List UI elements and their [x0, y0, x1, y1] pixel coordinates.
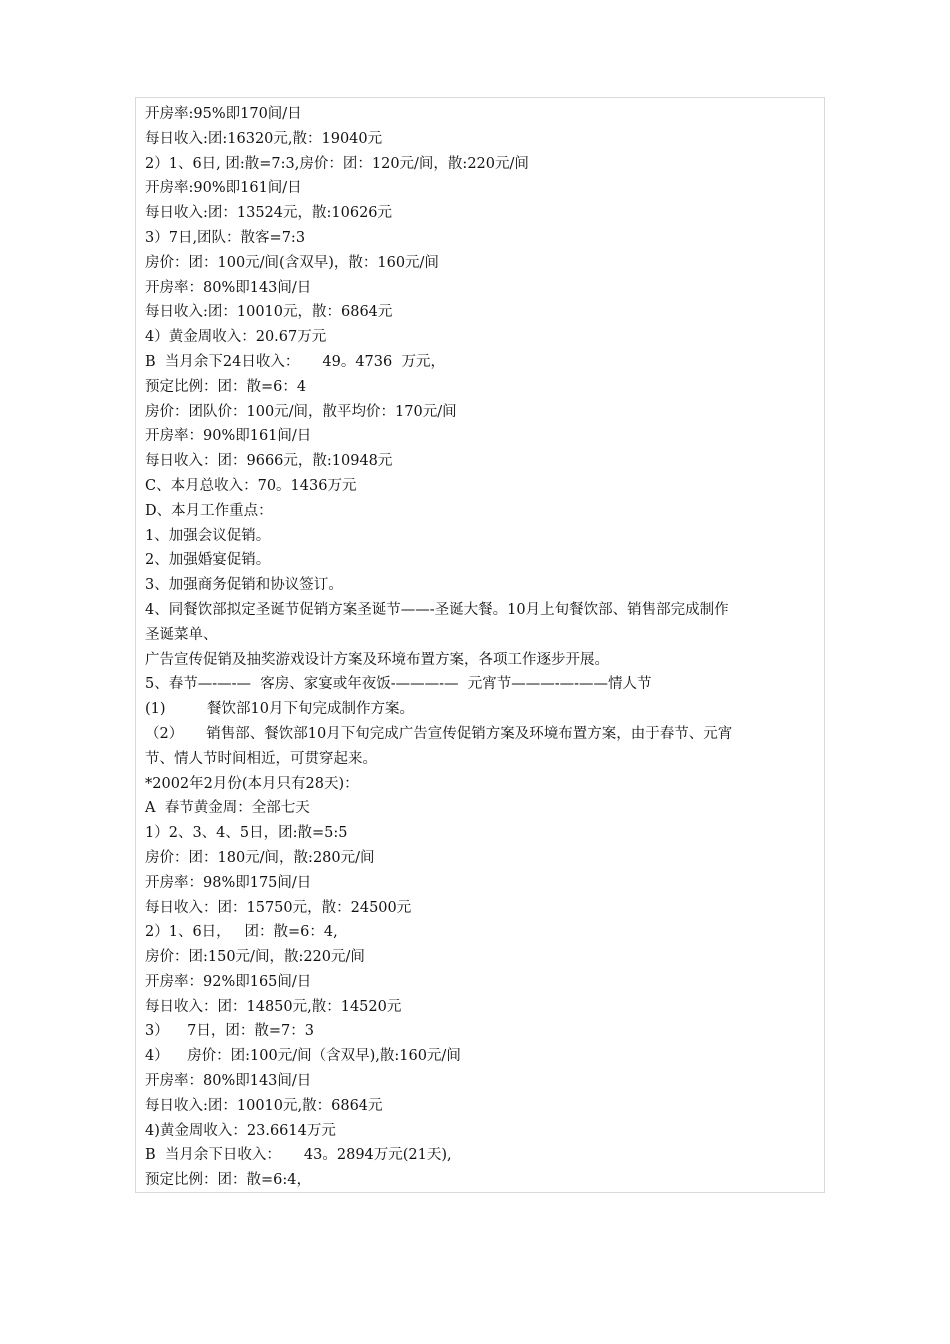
text-line: 预定比例：团：散=6：4	[145, 378, 307, 395]
text-line: 3、加强商务促销和协议签订。	[145, 577, 343, 594]
text-line: 每日收入：团：14850元,散：14520元	[145, 998, 402, 1015]
text-line: 房价：团：180元/间，散:280元/间	[145, 849, 375, 866]
text-line: B 当月余下日收入： 43。2894万元(21天),	[145, 1147, 452, 1164]
text-line: 5、春节—-—-— 客房、家宴或年夜饭-———-— 元宵节———-—-——情人节	[145, 676, 652, 693]
text-line: 4、同餐饮部拟定圣诞节促销方案圣诞节——-圣诞大餐。10月上旬餐饮部、销售部完成制作	[145, 601, 729, 618]
text-line: 每日收入：团：9666元，散:10948元	[145, 453, 393, 470]
text-line: (1) 餐饮部10月下旬完成制作方案。	[145, 701, 414, 718]
text-line: 每日收入:团:16320元,散：19040元	[145, 130, 383, 147]
text-line: 每日收入：团：15750元，散：24500元	[145, 899, 412, 916]
text-line: （2） 销售部、餐饮部10月下旬完成广告宣传促销方案及环境布置方案，由于春节、元宵	[145, 725, 733, 742]
text-line: 4） 房价：团:100元/间（含双早),散:160元/间	[145, 1048, 461, 1065]
text-line: 每日收入:团：10010元,散：6864元	[145, 1097, 383, 1114]
text-line: 4)黄金周收入：23.6614万元	[145, 1122, 336, 1139]
document-body	[145, 102, 821, 1193]
text-line: 节、情人节时间相近，可贯穿起来。	[145, 750, 377, 767]
text-line: 房价：团：100元/间(含双早)，散：160元/间	[145, 254, 439, 271]
text-line: 2）1、6日， 团：散=6：4,	[145, 924, 338, 941]
text-line: 4）黄金周收入：20.67万元	[145, 329, 327, 346]
text-line: 每日收入:团：13524元，散:10626元	[145, 205, 393, 222]
text-line: B 当月余下24日收入： 49。4736 万元，	[145, 353, 445, 370]
text-line: 开房率：92%即165间/日	[145, 973, 312, 990]
text-line: 预定比例：团：散=6:4，	[145, 1172, 311, 1189]
text-line: 房价：团:150元/间，散:220元/间	[145, 949, 365, 966]
text-line: 1、加强会议促销。	[145, 527, 271, 544]
text-line: 每日收入:团：10010元，散：6864元	[145, 304, 393, 321]
text-line: 1）2、3、4、5日，团:散=5:5	[145, 825, 348, 842]
text-line: 3）7日,团队：散客=7:3	[145, 229, 306, 246]
text-line: 开房率：90%即161间/日	[145, 428, 312, 445]
text-line: 开房率：80%即143间/日	[145, 1073, 312, 1090]
text-line: 开房率：80%即143间/日	[145, 279, 312, 296]
text-line: *2002年2月份(本月只有28天)：	[145, 775, 359, 792]
text-line: 2、加强婚宴促销。	[145, 552, 271, 569]
text-line: 3） 7日，团：散=7：3	[145, 1023, 314, 1040]
text-line: 2）1、6日, 团:散=7:3,房价：团：120元/间，散:220元/间	[145, 155, 529, 172]
text-line: C、本月总收入：70。1436万元	[145, 477, 357, 494]
text-line: A 春节黄金周：全部七天	[145, 800, 310, 817]
text-line: D、本月工作重点：	[145, 502, 273, 519]
text-line: 圣诞菜单、	[145, 626, 218, 643]
text-line: 开房率：98%即175间/日	[145, 874, 312, 891]
text-line: 开房率:90%即161间/日	[145, 180, 302, 197]
text-line: 房价：团队价：100元/间，散平均价：170元/间	[145, 403, 457, 420]
text-line: 开房率:95%即170间/日	[145, 106, 302, 122]
text-line: 广告宣传促销及抽奖游戏设计方案及环境布置方案，各项工作逐步开展。	[145, 651, 609, 668]
